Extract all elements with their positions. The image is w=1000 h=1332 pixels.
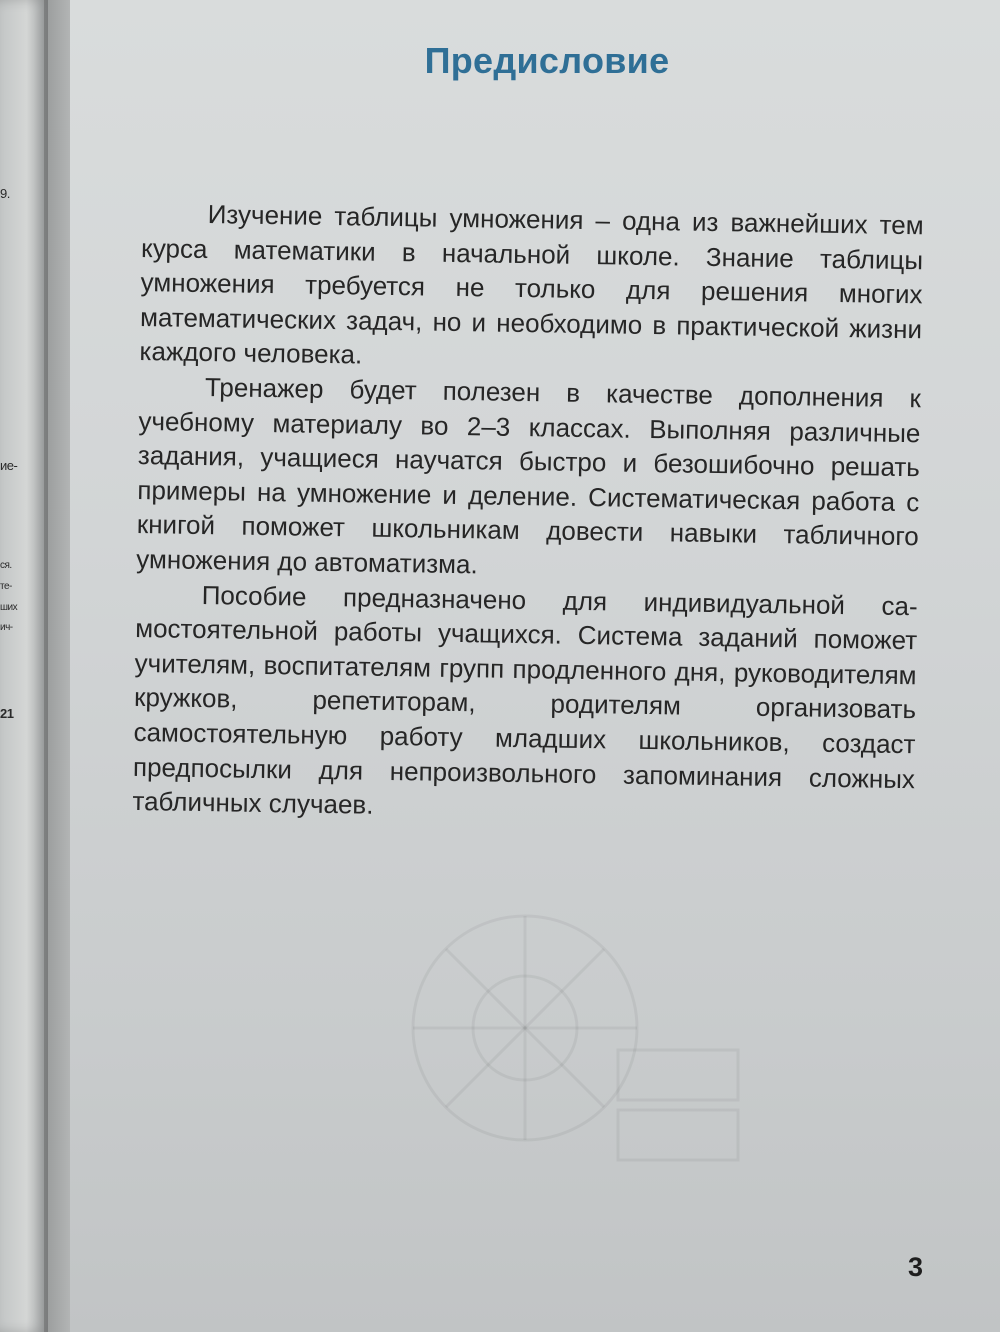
paragraph: Тренажер будет полезен в качестве дополнения к учебному материалу во 2–3 классах. Выполняя различные задания, учащиеся научатся быстро и безошибочно решать примеры на умножение и деление. Систематическая работа с книгой поможет школьникам довести навыки табличного умножения до автоматизма. bbox=[136, 371, 922, 580]
left-page-fragment: 21 bbox=[0, 706, 14, 721]
paragraph: Пособие предназначено для индивидуальной самостоятельной работы учащихся. Система заданий поможет учителям, воспитателям групп продленного дня, руководителям кружков, репетиторам, родителям организовать самостоятельную работу младших школьников, создаст предпосылки для непроизвольного запоминания сложных табличных случаев. bbox=[132, 579, 918, 820]
page-title bbox=[70, 40, 1000, 82]
preface-text bbox=[132, 196, 924, 831]
page-number: 3 bbox=[908, 1252, 924, 1282]
left-page-fragment: те- bbox=[0, 581, 12, 592]
book-page bbox=[70, 0, 1000, 1332]
left-page-fragment: ся. bbox=[0, 560, 12, 571]
left-page-fragment: ие- bbox=[0, 458, 18, 473]
page-title-text: Предисловие bbox=[424, 40, 670, 81]
left-page-fragment: ших bbox=[0, 602, 18, 613]
left-page-fragment: 9. bbox=[0, 186, 10, 201]
left-page-fragment: ич- bbox=[0, 622, 13, 633]
paragraph: Изучение таблицы умножения – одна из важнейших тем курса математики в начальной школе. Знание таблицы умножения требуется не только для решения многих математических задач, но и необходимо в практической жизни каждого человека. bbox=[139, 199, 924, 370]
left-page-edge bbox=[0, 0, 48, 1332]
